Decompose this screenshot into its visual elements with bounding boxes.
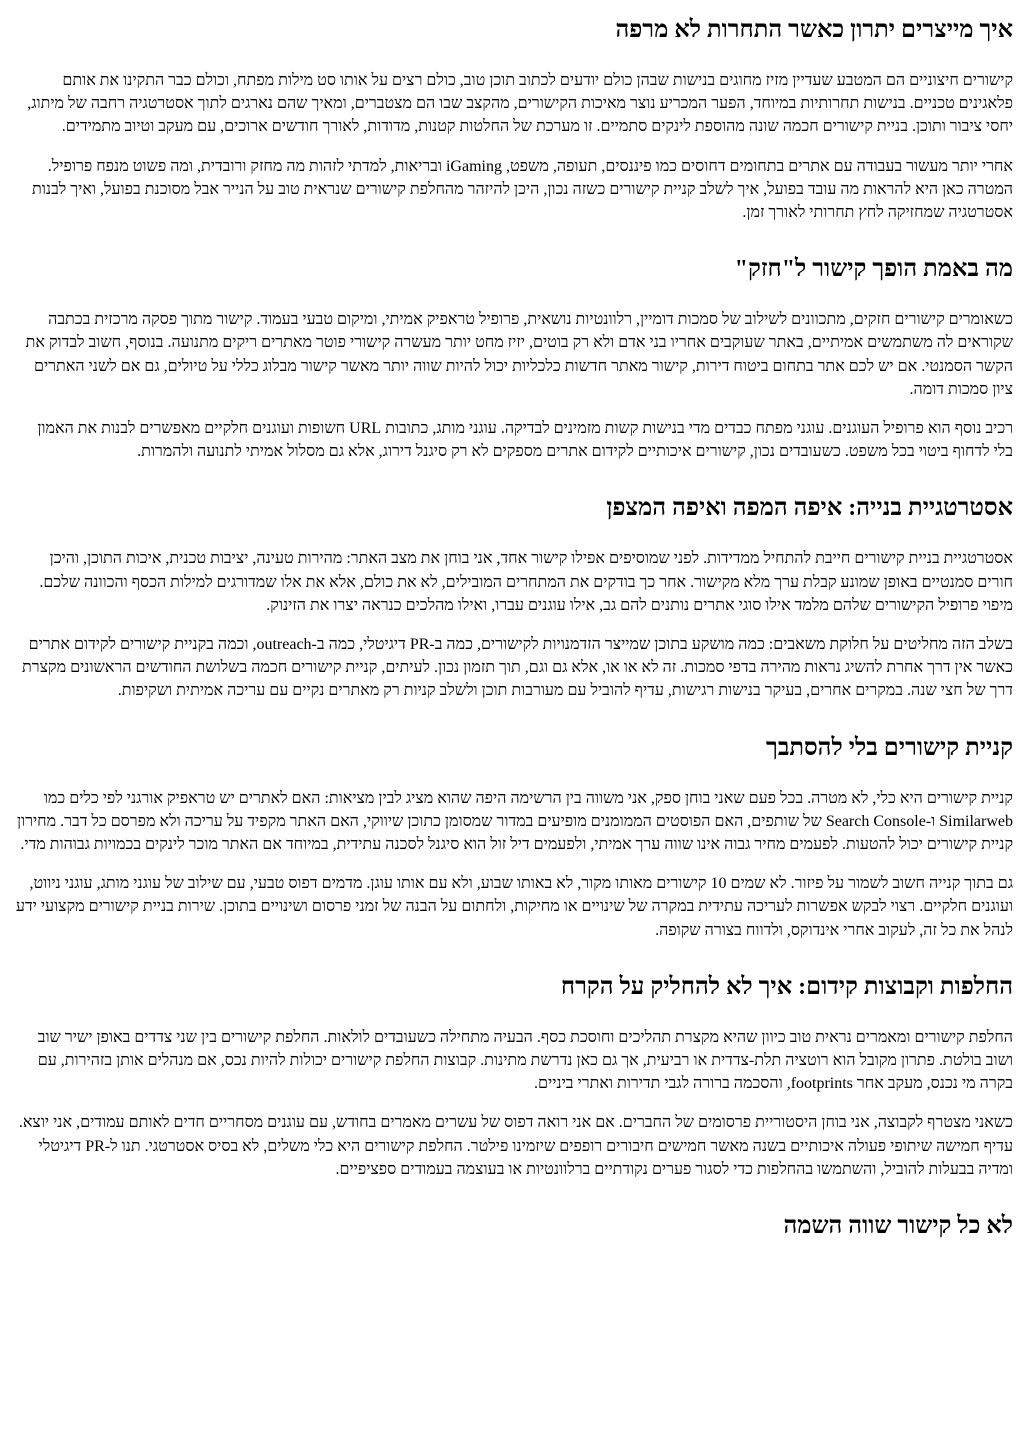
paragraph: אסטרטגיית בניית קישורים חייבת להתחיל ממדידות. לפני שמוסיפים אפילו קישור אחד, אני בוחן את מצב האתר: מהירות טעינה, יציבות טכנית, איכות התוכן, והיכן חורים סמנטיים באופן שמונע קבלת ערך מלא מקישור. אחר כך בודקים את המתחרים המובילים, לא את כולם, אלא את אלו שמדורגים למילות הכסף והכוונה שלכם. מיפוי פרופיל הקישורים שלהם מלמד אילו סוגי אתרים נותנים להם גב, אילו עוגנים עברו, ואילו מהלכים כנראה יצרו את הזינוק. (39, 550, 1013, 614)
section-heading-link-exchanges: החלפות וקבוצות קידום: איך לא להחליק על הקרח (560, 973, 1013, 1000)
section-heading-competitive-advantage: איך מייצרים יתרון כאשר התחרות לא מרפה (615, 17, 1013, 43)
paragraph: כשאני מצטרף לקבוצה, אני בוחן היסטוריית פרסומים של החברים. אם אני רואה דפוס של עשרים מאמרים בחודש, עם עוגנים מסחריים חדים לאותם עמודים, אני יוצא. עדיף חמישה שיתופי פעולה איכותיים בשנה מאשר חמישים חיבורים רופפים שיזמינו פילטר. החלפת קישורים היא כלי משלים, לא בסיס אסטרטגי. תנו ל-PR דיגיטלי ומדיה בבעלות להוביל, והשתמשו בהחלפות כדי לסגור פערים נקודתיים ברלוונטיות או בעוצמה בעמודים ספציפיים. (18, 1114, 1013, 1178)
paragraph: גם בתוך קנייה חשוב לשמור על פיזור. לא שמים 10 קישורים מאותו מקור, לא באותו שבוע, ולא עם אותו עוגן. מדמים דפוס טבעי, עם שילוב של עוגני מותג, עוגני ניווט, ועוגנים חלקיים. רצוי לבקש אפשרות לעריכה עתידית במקרה של שינויים או מחיקות, ולחתום על הבנה של זמני פרסום ושינויים בתוכן. שירות בניית קישורים מקצועי ידע לנהל את כל זה, לעקוב אחרי אינדוקס, ולדווח בצורה שקופה. (15, 875, 1013, 939)
section-heading-buying-links: קניית קישורים בלי להסתבך (766, 734, 1013, 761)
paragraph: אחרי יותר מעשור בעבודה עם אתרים בתחומים דחוסים כמו פיננסים, תעופה, משפט, iGaming ובריאות, למדתי לזהות מה מחזק ורובדית, ומה פשוט מנפח פרופיל. המטרה כאן היא להראות מה עובד בפועל, איך לשלב קניית קישורים כשזה נכון, היכן להיזהר מהחלפת קישורים שנראית טוב על הנייר אבל מסוכנת בפועל, ואיך לבנות אסטרטגיה שמחזיקה לחץ תחרותי לאורך זמן. (32, 157, 1013, 222)
paragraph: רכיב נוסף הוא פרופיל העוגנים. עוגני מפתח כבדים מדי בנישות קשות מזמינים לבדיקה. עוגני מותג, כתובות URL חשופות ועוגנים חלקיים מאפשרים לבנות את האמון בלי לדחוף ביטוי בכל משפט. כשעובדים נכון, קישורים איכותיים לקידום אתרים מספקים לא רק סיגנל דירוג, אלא גם מסלול אמיתי לתנועה ולהמרות. (37, 420, 1013, 461)
paragraph: כשאומרים קישורים חזקים, מתכוונים לשילוב של סמכות דומיין, רלוונטיות נושאית, פרופיל טראפיק אמיתי, ומיקום טבעי בעמוד. קישור מתוך פסקה מרכזית בכתבה שקוראים לה משתמשים אמיתיים, באתר שעוקבים אחריו בני אדם ולא רק בוטים, יזיז מחט יותר מעשרה קישורי פוטר מאתרים ריקים מתנועה. בנוסף, חשוב לבדוק את הקשר הסמנטי. אם יש לכם אתר בתחום ביטוח דירות, קישור מאתר חדשות כלכליות יכול להיות שווה יותר מאשר קישור מבלוג כללי על טיולים, גם אם לשני האתרים ציון סמכות דומה. (25, 311, 1013, 398)
section-heading-building-strategy: אסטרטגיית בנייה: איפה המפה ואיפה המצפן (606, 495, 1013, 522)
paragraph: בשלב הזה מחליטים על חלוקת משאבים: כמה מושקע בתוכן שמייצר הזדמנויות לקישורים, כמה ב-PR דיגיטלי, כמה ב-outreach, וכמה בקניית קישורים לקידום אתרים כאשר אין דרך אחרת להשיג נראות מהירה בדפי סמכות. זה לא או או, אלא גם וגם, תוך תזמון נכון. לעיתים, קניית קישורים חכמה בשלושת החודשים הראשונים מקצרת דרך של חצי שנה. במקרים אחרים, בעיקר בנישות רגישות, עדיף להוביל עם מעורבות תוכן ולשלב קניות רק מאתרים נקיים עם עריכה אמיתית ושקיפות. (22, 636, 1013, 700)
paragraph: קישורים חיצוניים הם המטבע שעדיין מזיז מחוגים בנישות שבהן כולם יודעים לכתוב תוכן טוב, כולם רצים על אותו סט מילות מפתח, וכולם כבר התקינו את אותם פלאגינים טכניים. בנישות תחרותיות במיוחד, הפער המכריע נוצר מאיכות הקישורים, מהקצב שבו הם מצטברים, ומאיך שהם נארגים לתוך אסטרטגיה רחבה של מיתוג, יחסי ציבור ותוכן. בניית קישורים חכמה שונה מהוספת לינקים סתמיים. זו מערכת של החלטות קטנות, מדודות, לאורך חודשים ארוכים, עם מעקב וטיוב מתמידים. (27, 72, 1013, 136)
paragraph: קניית קישורים היא כלי, לא מטרה. בכל פעם שאני בוחן ספק, אני משווה בין הרשימה היפה שהוא מציג לבין מציאות: האם לאתרים יש טראפיק אורגני לפי כלים כמו Similarweb ו-Search Console של שותפים, האם הפוסטים הממומנים מופיעים במדור שמסומן כתוכן שיווקי, האם האתר מקפיד על עריכה ולא מפרסם כל דבר. מחירון קניית קישורים יכול להטעות. לפעמים מחיר גבוה אינו שווה ערך אמיתי, ולפעמים דיל זול הוא סיגנל לסכנה עתידית, במיוחד אם האתר מוכר לינקים בכמויות גבוהות מדי. (16, 789, 1013, 854)
section-heading-not-every-link: לא כל קישור שווה השמה (783, 1213, 1013, 1240)
section-heading-strong-link: מה באמת הופך קישור ל"חזק" (734, 256, 1013, 283)
paragraph: החלפת קישורים ומאמרים נראית טוב כיוון שהיא מקצרת תהליכים וחוסכת כסף. הבעיה מתחילה כשעובדים לולאות. החלפת קישורים בין שני צדדים באופן ישיר שוב ושוב בולטת. פתרון מקובל הוא רוטציה תלת-צדדית או רביעית, אך גם כאן נדרשת מתינות. קבוצות החלפת קישורים יכולות להיות נכס, אם מנהלים אותן בזהירות, עם בקרה מי נכנס, מעקב אחר footprints, והסכמה ברורה לגבי תדירות ואתרי ביניים. (37, 1028, 1013, 1093)
